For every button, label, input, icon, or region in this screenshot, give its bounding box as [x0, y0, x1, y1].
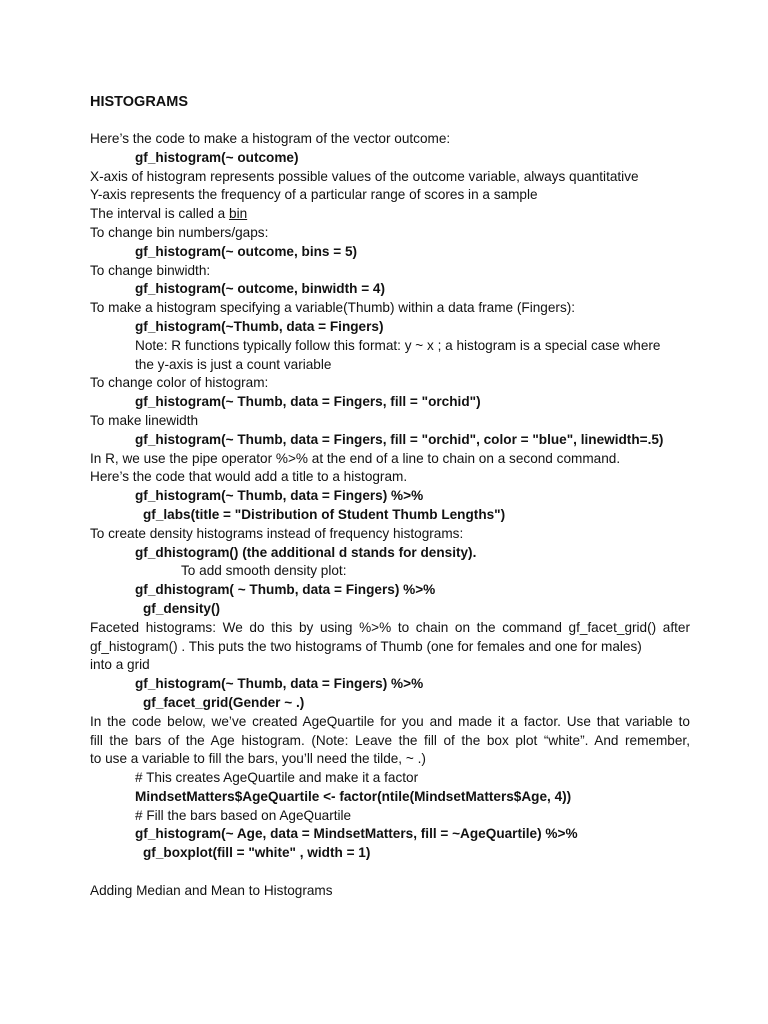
code-line: gf_histogram(~ Thumb, data = Fingers, fill = "orchid") [135, 394, 481, 410]
code-line: gf_histogram(~ Thumb, data = Fingers) %>% [135, 488, 424, 504]
code-line: gf_histogram(~Thumb, data = Fingers) [135, 318, 384, 334]
text-line: X-axis of histogram represents possible values of the outcome variable, always quantitative [90, 168, 639, 184]
text-line: To change bin numbers/gaps: [90, 224, 269, 240]
section-heading: Adding Median and Mean to Histograms [90, 882, 333, 898]
code-line: gf_histogram(~ Thumb, data = Fingers) %>% [135, 676, 424, 692]
text-line: fill the bars of the Age histogram. (Note: Leave the fill of the box plot “white”. And remember, [90, 732, 690, 748]
text-line: Faceted histograms: We do this by using %>% to chain on the command gf_facet_grid() after [90, 619, 690, 635]
text-line: To add smooth density plot: [181, 563, 347, 579]
text-line [90, 205, 690, 224]
comment-line: # This creates AgeQuartile and make it a factor [135, 770, 419, 786]
text-line: To change color of histogram: [90, 375, 269, 391]
document-body [90, 92, 690, 901]
code-line: gf_density() [143, 600, 221, 616]
code-line: gf_histogram(~ Thumb, data = Fingers, fill = "orchid", color = "blue", linewidth=.5) [135, 431, 664, 447]
text-line: To make a histogram specifying a variable(Thumb) within a data frame (Fingers): [90, 300, 576, 316]
note-line: Note: R functions typically follow this format: y ~ x ; a histogram is a special case where [135, 337, 661, 353]
underlined-term-bin: bin [229, 206, 248, 222]
code-line: gf_histogram(~ outcome, bins = 5) [135, 243, 358, 259]
code-line: gf_dhistogram() (the additional d stands for density). [135, 544, 477, 560]
code-line: gf_histogram(~ outcome, binwidth = 4) [135, 281, 385, 297]
text-line: to use a variable to fill the bars, you’ll need the tilde, ~ .) [90, 751, 426, 767]
comment-line: # Fill the bars based on AgeQuartile [135, 807, 352, 823]
note-line: the y-axis is just a count variable [135, 356, 332, 372]
text-line: Y-axis represents the frequency of a particular range of scores in a sample [90, 187, 538, 203]
text-line: In R, we use the pipe operator %>% at the end of a line to chain on a second command. [90, 450, 621, 466]
code-line: gf_histogram(~ Age, data = MindsetMatters, fill = ~AgeQuartile) %>% [135, 826, 578, 842]
text-line: gf_histogram() . This puts the two histograms of Thumb (one for females and one for males) [90, 638, 642, 654]
code-line: gf_labs(title = "Distribution of Student Thumb Lengths") [143, 506, 506, 522]
text-line: into a grid [90, 657, 150, 673]
code-line: gf_dhistogram( ~ Thumb, data = Fingers) %>% [135, 582, 436, 598]
text-line: To create density histograms instead of frequency histograms: [90, 525, 464, 541]
text-line: To change binwidth: [90, 262, 211, 278]
code-line: MindsetMatters$AgeQuartile <- factor(ntile(MindsetMatters$Age, 4)) [135, 788, 572, 804]
text-line: To make linewidth [90, 412, 199, 428]
code-line: gf_histogram(~ outcome) [135, 149, 299, 165]
code-line: gf_boxplot(fill = "white" , width = 1) [143, 845, 371, 861]
code-line: gf_facet_grid(Gender ~ .) [143, 694, 305, 710]
blank-line [90, 863, 690, 882]
text-line: In the code below, we’ve created AgeQuartile for you and made it a factor. Use that variable to [90, 713, 690, 729]
text-span: The interval is called a [90, 206, 230, 222]
text-line: Here’s the code to make a histogram of the vector outcome: [90, 131, 451, 146]
text-line: Here’s the code that would add a title to a histogram. [90, 469, 408, 485]
page-title: HISTOGRAMS [90, 94, 189, 110]
